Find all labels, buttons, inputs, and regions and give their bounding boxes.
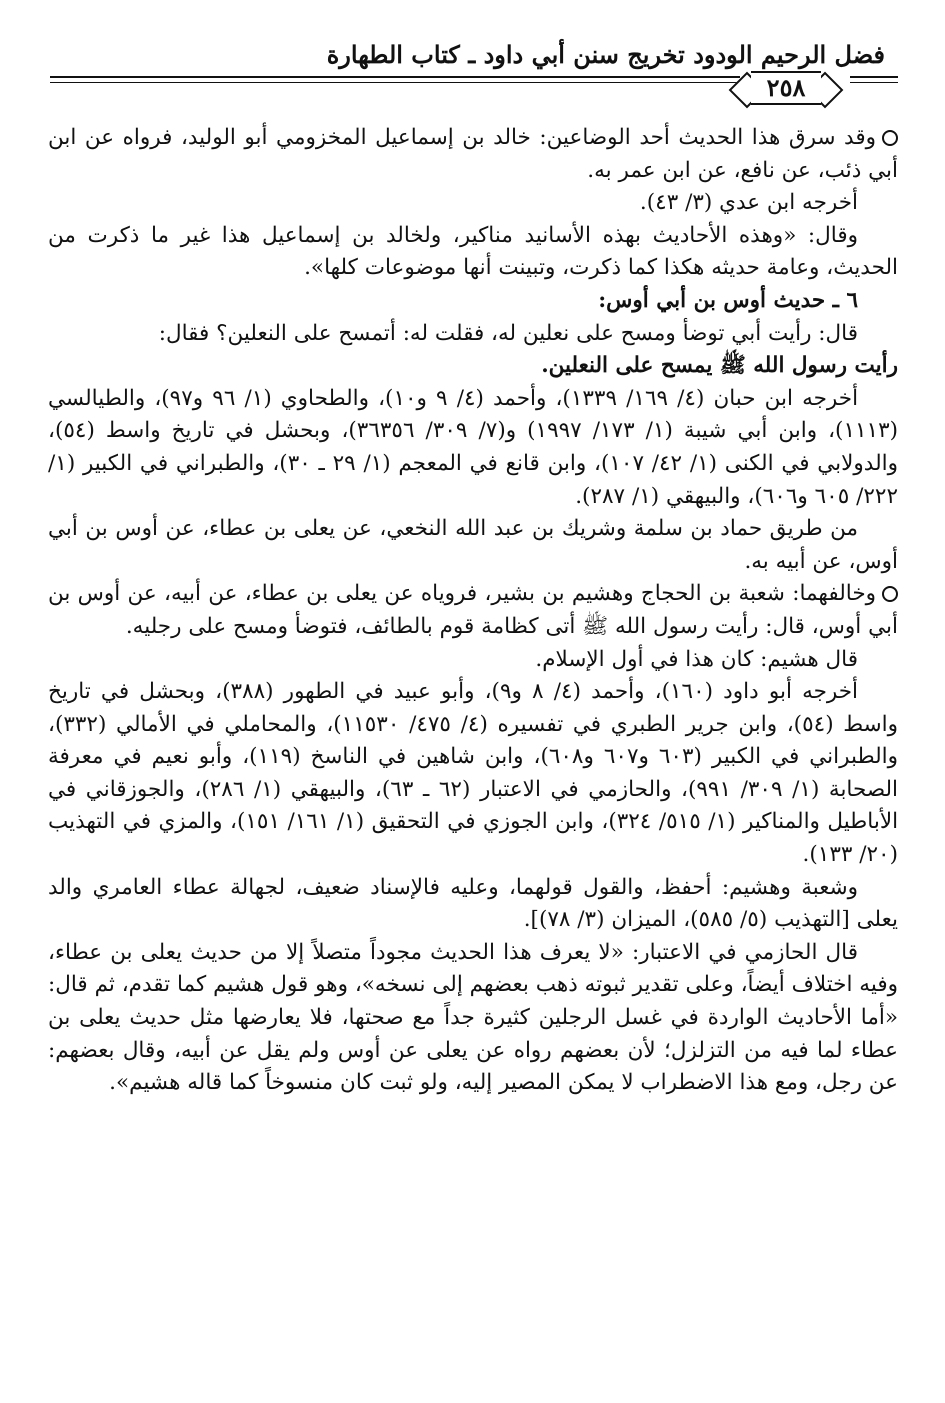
paragraph: أخرجه ابن عدي (٣/ ٤٣). xyxy=(639,190,858,216)
header-rule-top xyxy=(50,76,740,78)
paragraph: قال هشيم: كان هذا في أول الإسلام. xyxy=(535,646,858,672)
paragraph: وشعبة وهشيم: أحفظ، والقول قولهما، وعليه فالإسناد ضعيف، لجهالة عطاء العامري والد يعلى [التهذيب (٥/ ٥٨٥)، الميزان (٣/ ٧٨)]. xyxy=(48,874,898,933)
header-rule-right xyxy=(850,76,898,78)
body-text xyxy=(48,122,898,1100)
paragraph: وقد سرق هذا الحديث أحد الوضاعين: خالد بن إسماعيل المخزومي أبو الوليد، فرواه عن ابن أبي ذئب، عن نافع، عن ابن عمر به. xyxy=(48,125,898,183)
page-number: ٢٥٨ xyxy=(751,71,822,105)
circle-marker-icon xyxy=(882,586,898,602)
header-rule-inner xyxy=(50,82,740,83)
circle-marker-icon xyxy=(882,130,898,146)
page-number-badge xyxy=(740,70,832,106)
hadith-text: رأيت رسول الله ﷺ يمسح على النعلين. xyxy=(541,353,898,379)
paragraph: قال الحازمي في الاعتبار: «لا يعرف هذا الحديث مجوداً متصلاً إلا من حديث يعلى بن عطاء، وفيه اختلاف أيضاً، وعلى تقدير ثبوته ذهب بعضهم إلى نسخه»، وهو قول هشيم كما تقدم، ثم قال: «أما الأحاديث الواردة في غسل الرجلين كثيرة جداً مع صحتها، فلا يعارضها مثل حديث يعلى بن عطاء لما فيه من التزلزل؛ لأن بعضهم رواه عن يعلى عن أوس ولم يقل عن أبيه، وقال بعضهم: عن رجل، ومع هذا الاضطراب لا يمكن المصير إليه، ولو ثبت كان منسوخاً كما قاله هشيم». xyxy=(48,939,898,1096)
header-rule-right-inner xyxy=(850,82,898,83)
paragraph: قال: رأيت أبي توضأ ومسح على نعلين له، فقلت له: أتمسح على النعلين؟ فقال: xyxy=(158,320,858,346)
paragraph: وخالفهما: شعبة بن الحجاج وهشيم بن بشير، فروياه عن يعلى بن عطاء، عن أبيه، عن أوس بن أبي أوس، قال: رأيت رسول الله ﷺ أتى كظامة قوم بالطائف، فتوضأ ومسح على رجليه. xyxy=(48,581,898,639)
paragraph: أخرجه ابن حبان (٤/ ١٦٩/ ١٣٣٩)، وأحمد (٤/ ٩ و١٠)، والطحاوي (١/ ٩٦ و٩٧)، والطيالسي (١١١٣)، وابن أبي شيبة (١/ ١٧٣/ ١٩٩٧) و(٧/ ٣٠٩/ ٣٦٣٥٦)، وبحشل في تاريخ واسط (٥٤)، والدولابي في الكنى (١/ ٤٢/ ١٠٧)، وابن قانع في المعجم (١/ ٢٩ ـ ٣٠)، والطبراني في الكبير (١/ ٢٢٢/ ٦٠٥ و٦٠٦)، والبيهقي (١/ ٢٨٧). xyxy=(48,385,899,509)
running-header-title: فضل الرحيم الودود تخريج سنن أبي داود ـ كتاب الطهارة xyxy=(326,40,885,69)
paragraph: وقال: «وهذه الأحاديث بهذه الأسانيد مناكير، ولخالد بن إسماعيل هذا غير ما ذكرت من الحديث، وعامة حديثه هكذا كما ذكرت، وتبينت أنها موضوعات كلها». xyxy=(48,222,898,281)
paragraph: أخرجه أبو داود (١٦٠)، وأحمد (٤/ ٨ و٩)، وأبو عبيد في الطهور (٣٨٨)، وبحشل في تاريخ واسط (٥٤)، وابن جرير الطبري في تفسيره (٤/ ٤٧٥/ ١١٥٣٠)، والمحاملي في الأمالي (٣٣٢)، والطبراني في الكبير (٦٠٣ و٦٠٧ و٦٠٨)، وابن شاهين في الناسخ (١١٩)، وأبو نعيم في معرفة الصحابة (١/ ٣٠٩/ ٩٩١)، والحازمي في الاعتبار (٦٢ ـ ٦٣)، والبيهقي (١/ ٢٨٦)، والجوزقاني في الأباطيل والمناكير (١/ ٥١٥/ ٣٢٤)، وابن الجوزي في التحقيق (١/ ١٦١/ ١٥١)، والمزي في التهذيب (٢٠/ ١٣٣). xyxy=(48,679,899,868)
section-heading: ٦ ـ حديث أوس بن أبي أوس: xyxy=(598,287,858,313)
paragraph: من طريق حماد بن سلمة وشريك بن عبد الله النخعي، عن يعلى بن عطاء، عن أوس بن أبي أوس، عن أبيه به. xyxy=(48,516,898,574)
